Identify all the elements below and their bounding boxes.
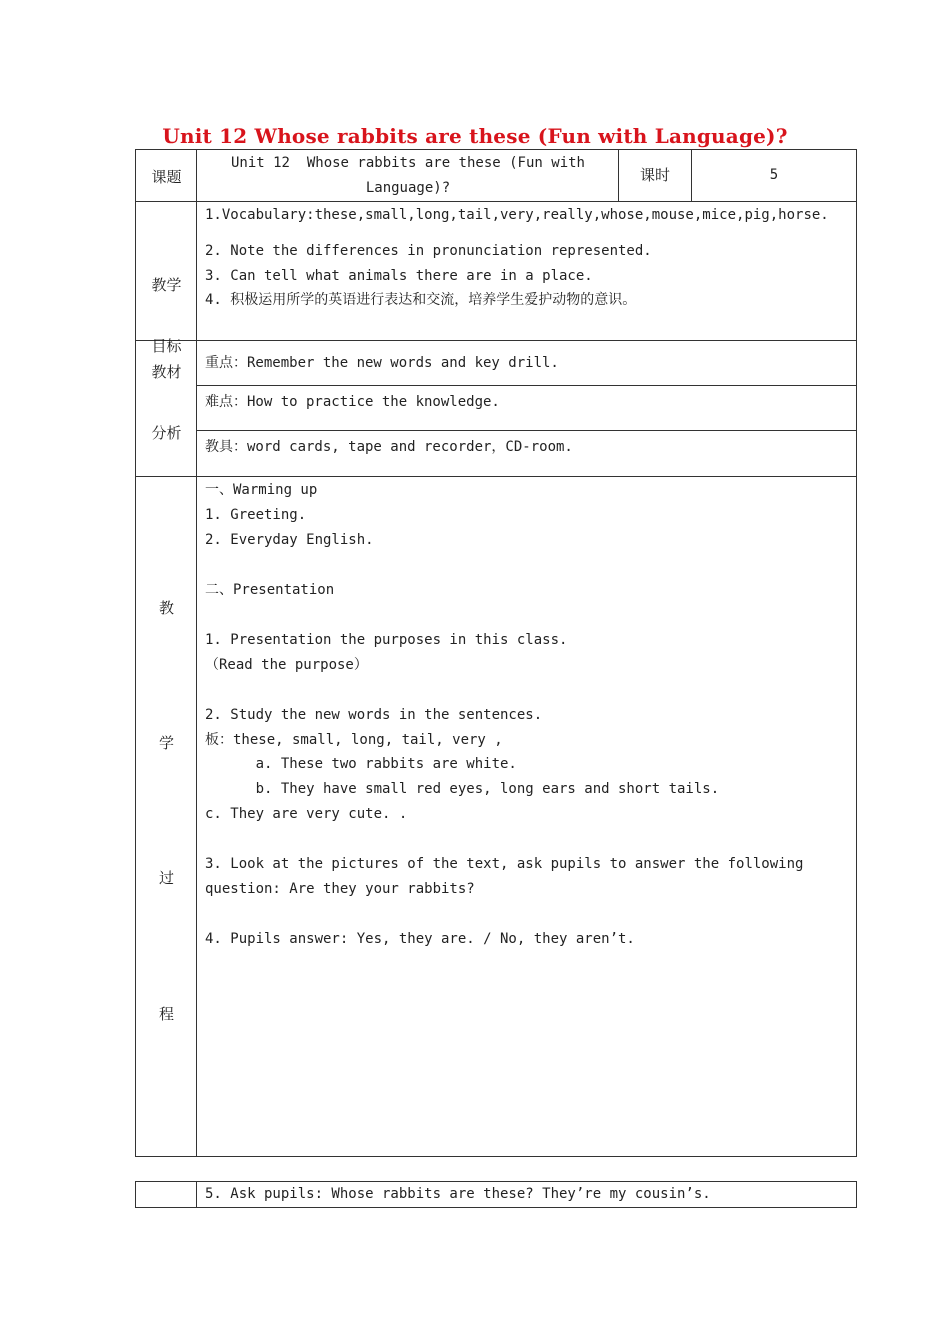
analysis-label-1: 教材: [151, 363, 182, 381]
document-title: Unit 12 Whose rabbits are these (Fun with Language)?: [162, 124, 788, 148]
objective-item: 1.Vocabulary:these,small,long,tail,very,really,whose,mouse,mice,pig,horse.: [205, 207, 829, 223]
teaching-aids: 教具：word cards, tape and recorder，CD-room.: [205, 439, 573, 455]
objectives-label-2: 目标: [151, 337, 182, 355]
topic-value-line1: Unit 12 Whose rabbits are these (Fun with: [230, 155, 585, 171]
process-row: [136, 477, 856, 1156]
process-line: 一、Warming up: [205, 482, 318, 498]
period-label: 课时: [639, 166, 670, 184]
analysis-row: [136, 341, 856, 477]
process-line: （Read the purpose）: [205, 657, 368, 673]
process-line: 3. Look at the pictures of the text, ask pupils to answer the following: [205, 856, 804, 872]
process-line: c. They are very cute. .: [205, 806, 408, 822]
process-line: a. These two rabbits are white.: [205, 756, 517, 772]
objectives-row: [136, 202, 856, 355]
objectives-label-cell: [136, 202, 197, 355]
analysis-label-2: 分析: [151, 424, 182, 442]
objectives-label-1: 教学: [151, 276, 182, 294]
process-line: 1. Greeting.: [205, 507, 307, 523]
divider: [197, 430, 856, 431]
process-line: 4. Pupils answer: Yes, they are. / No, they aren’t.: [205, 931, 635, 947]
topic-label: 课题: [151, 168, 182, 186]
process-label-char: 学: [158, 734, 174, 752]
process-line: 二、Presentation: [205, 582, 335, 598]
process-line: 板：these, small, long, tail, very ,: [205, 732, 503, 748]
analysis-label-cell: [136, 341, 197, 476]
continuation-line: 5. Ask pupils: Whose rabbits are these? They’re my cousin’s.: [205, 1186, 711, 1202]
topic-value-line2: Language)?: [365, 180, 451, 196]
divider: [196, 1182, 197, 1207]
continuation-table: [135, 1181, 857, 1208]
process-label-cell: [136, 477, 197, 1156]
period-value: 5: [769, 167, 779, 183]
objective-item: 4. 积极运用所学的英语进行表达和交流，培养学生爱护动物的意识。: [205, 292, 637, 308]
objective-item: 2. Note the differences in pronunciation represented.: [205, 243, 652, 259]
process-line: 2. Everyday English.: [205, 532, 374, 548]
process-line: b. They have small red eyes, long ears and short tails.: [205, 781, 720, 797]
topic-row: [136, 150, 856, 202]
divider: [197, 385, 856, 386]
key-points: 重点：Remember the new words and key drill.: [205, 355, 559, 371]
topic-label-cell: [136, 150, 197, 201]
process-label-char: 教: [158, 599, 174, 617]
process-label-char: 过: [158, 869, 174, 887]
process-line: question: Are they your rabbits?: [205, 881, 475, 897]
lesson-plan-table: [135, 149, 857, 1157]
process-line: 1. Presentation the purposes in this class.: [205, 632, 568, 648]
process-line: 2. Study the new words in the sentences.: [205, 707, 543, 723]
process-label-char: 程: [158, 1005, 174, 1023]
difficulty: 难点：How to practice the knowledge.: [205, 394, 500, 410]
objective-item: 3. Can tell what animals there are in a place.: [205, 268, 593, 284]
